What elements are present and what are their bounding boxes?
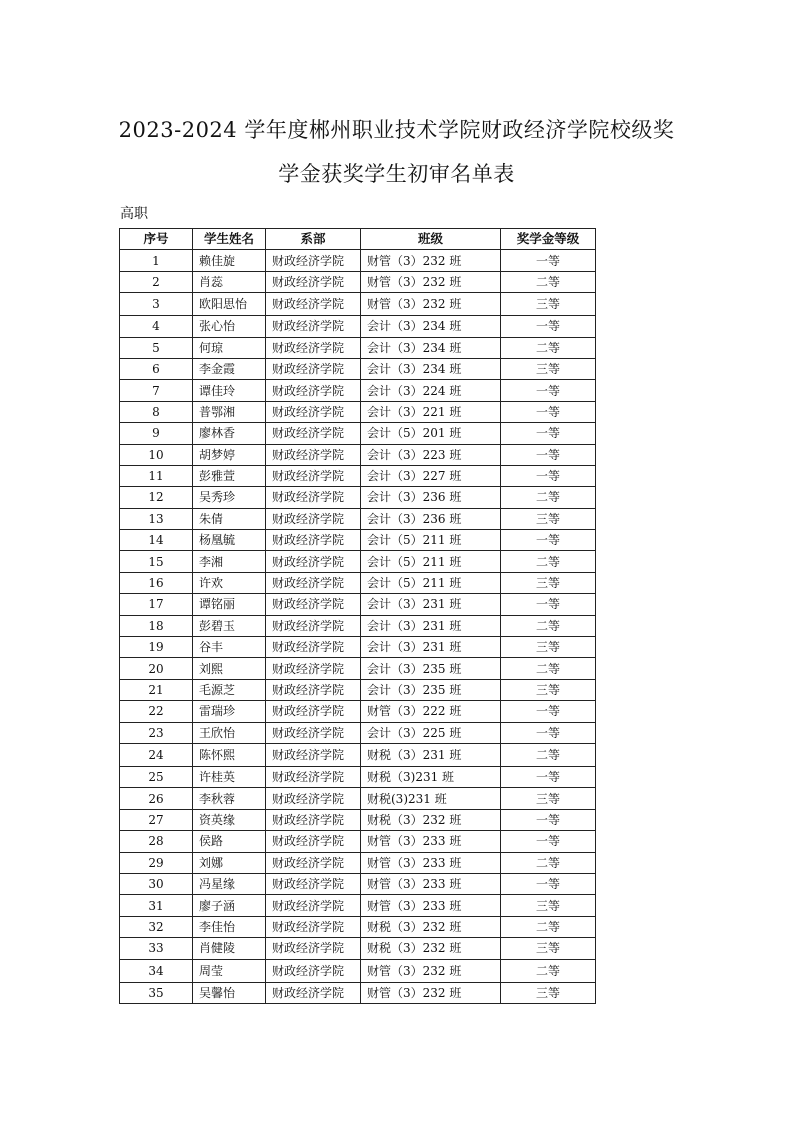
cell-department: 财政经济学院 <box>266 465 361 486</box>
cell-student-name: 资英缘 <box>193 809 266 830</box>
cell-department: 财政经济学院 <box>266 572 361 593</box>
cell-student-name: 廖子涵 <box>193 895 266 916</box>
cell-student-name: 朱倩 <box>193 508 266 529</box>
cell-serial: 6 <box>120 358 193 379</box>
cell-department: 财政经济学院 <box>266 637 361 658</box>
table-row <box>120 959 596 982</box>
cell-scholarship-level: 二等 <box>501 487 596 508</box>
cell-scholarship-level: 三等 <box>501 508 596 529</box>
cell-class: 财管（3）232 班 <box>361 250 501 271</box>
cell-scholarship-level: 二等 <box>501 743 596 766</box>
cell-class: 会计（3）235 班 <box>361 679 501 700</box>
cell-class: 会计（5）201 班 <box>361 423 501 444</box>
cell-scholarship-level: 一等 <box>501 316 596 337</box>
cell-student-name: 廖林香 <box>193 423 266 444</box>
cell-department: 财政经济学院 <box>266 982 361 1003</box>
cell-student-name: 肖健陵 <box>193 938 266 959</box>
cell-department: 财政经济学院 <box>266 508 361 529</box>
cell-student-name: 彭碧玉 <box>193 615 266 636</box>
table-row <box>120 465 596 486</box>
cell-department: 财政经济学院 <box>266 809 361 830</box>
cell-department: 财政经济学院 <box>266 594 361 615</box>
cell-scholarship-level: 二等 <box>501 337 596 358</box>
cell-student-name: 许桂英 <box>193 766 266 787</box>
table-row <box>120 444 596 465</box>
cell-serial: 27 <box>120 809 193 830</box>
cell-department: 财政经济学院 <box>266 873 361 894</box>
cell-serial: 32 <box>120 916 193 937</box>
cell-student-name: 赖佳旋 <box>193 250 266 271</box>
table-row <box>120 316 596 337</box>
cell-serial: 28 <box>120 831 193 852</box>
cell-student-name: 周莹 <box>193 959 266 982</box>
category-label: 高职 <box>120 206 148 222</box>
cell-serial: 17 <box>120 594 193 615</box>
table-row <box>120 508 596 529</box>
cell-department: 财政经济学院 <box>266 679 361 700</box>
table-row <box>120 722 596 743</box>
cell-serial: 35 <box>120 982 193 1003</box>
cell-department: 财政经济学院 <box>266 337 361 358</box>
table-row <box>120 293 596 316</box>
cell-class: 财税（3）232 班 <box>361 916 501 937</box>
cell-department: 财政经济学院 <box>266 293 361 316</box>
table-row <box>120 487 596 508</box>
cell-department: 财政经济学院 <box>266 444 361 465</box>
cell-class: 会计（3）235 班 <box>361 658 501 679</box>
cell-student-name: 刘熙 <box>193 658 266 679</box>
cell-student-name: 杨凰毓 <box>193 530 266 551</box>
cell-serial: 21 <box>120 679 193 700</box>
cell-class: 会计（3）234 班 <box>361 316 501 337</box>
cell-serial: 1 <box>120 250 193 271</box>
cell-class: 会计（3）231 班 <box>361 594 501 615</box>
cell-class: 会计（3）234 班 <box>361 337 501 358</box>
table-row <box>120 766 596 787</box>
cell-student-name: 胡梦婷 <box>193 444 266 465</box>
cell-student-name: 王欣怡 <box>193 722 266 743</box>
cell-student-name: 李湘 <box>193 551 266 572</box>
header-student-name: 学生姓名 <box>193 229 266 250</box>
cell-scholarship-level: 三等 <box>501 572 596 593</box>
header-class: 班级 <box>361 229 501 250</box>
cell-student-name: 吴馨怡 <box>193 982 266 1003</box>
cell-student-name: 肖蕊 <box>193 271 266 292</box>
cell-serial: 23 <box>120 722 193 743</box>
cell-scholarship-level: 二等 <box>501 658 596 679</box>
cell-department: 财政经济学院 <box>266 743 361 766</box>
cell-serial: 15 <box>120 551 193 572</box>
cell-student-name: 雷瑞珍 <box>193 701 266 722</box>
table-row <box>120 679 596 700</box>
cell-serial: 11 <box>120 465 193 486</box>
table-row <box>120 982 596 1003</box>
cell-class: 会计（5）211 班 <box>361 572 501 593</box>
table-row <box>120 401 596 422</box>
cell-department: 财政经济学院 <box>266 701 361 722</box>
cell-student-name: 谭佳玲 <box>193 380 266 401</box>
cell-scholarship-level: 三等 <box>501 982 596 1003</box>
table-row <box>120 250 596 271</box>
cell-scholarship-level: 一等 <box>501 444 596 465</box>
cell-student-name: 毛源芝 <box>193 679 266 700</box>
cell-class: 财管（3）232 班 <box>361 982 501 1003</box>
header-serial: 序号 <box>120 229 193 250</box>
cell-class: 财管（3）233 班 <box>361 873 501 894</box>
cell-serial: 8 <box>120 401 193 422</box>
cell-class: 财税（3）232 班 <box>361 938 501 959</box>
cell-student-name: 冯星缘 <box>193 873 266 894</box>
cell-scholarship-level: 一等 <box>501 722 596 743</box>
cell-class: 会计（3）236 班 <box>361 487 501 508</box>
cell-scholarship-level: 一等 <box>501 809 596 830</box>
cell-class: 财税（3）231 班 <box>361 743 501 766</box>
cell-student-name: 陈怀熙 <box>193 743 266 766</box>
cell-student-name: 李佳怡 <box>193 916 266 937</box>
cell-student-name: 何琼 <box>193 337 266 358</box>
cell-scholarship-level: 一等 <box>501 380 596 401</box>
table-row <box>120 916 596 937</box>
cell-serial: 25 <box>120 766 193 787</box>
table-row <box>120 551 596 572</box>
cell-serial: 30 <box>120 873 193 894</box>
cell-scholarship-level: 二等 <box>501 916 596 937</box>
table-row <box>120 594 596 615</box>
table-body <box>120 250 596 1004</box>
cell-scholarship-level: 一等 <box>501 250 596 271</box>
cell-serial: 5 <box>120 337 193 358</box>
cell-serial: 29 <box>120 852 193 873</box>
cell-class: 财管（3）233 班 <box>361 831 501 852</box>
cell-student-name: 普鄂湘 <box>193 401 266 422</box>
cell-serial: 12 <box>120 487 193 508</box>
cell-student-name: 谭铭丽 <box>193 594 266 615</box>
cell-class: 会计（3）224 班 <box>361 380 501 401</box>
cell-class: 会计（3）234 班 <box>361 358 501 379</box>
cell-department: 财政经济学院 <box>266 401 361 422</box>
cell-serial: 31 <box>120 895 193 916</box>
cell-student-name: 吴秀珍 <box>193 487 266 508</box>
table-row <box>120 530 596 551</box>
cell-serial: 26 <box>120 788 193 809</box>
cell-department: 财政经济学院 <box>266 852 361 873</box>
cell-class: 财税（3)231 班 <box>361 766 501 787</box>
cell-scholarship-level: 一等 <box>501 831 596 852</box>
cell-serial: 7 <box>120 380 193 401</box>
cell-student-name: 刘娜 <box>193 852 266 873</box>
cell-scholarship-level: 二等 <box>501 551 596 572</box>
table-row <box>120 831 596 852</box>
cell-serial: 19 <box>120 637 193 658</box>
cell-student-name: 李秋蓉 <box>193 788 266 809</box>
table-row <box>120 701 596 722</box>
cell-scholarship-level: 二等 <box>501 852 596 873</box>
table-row <box>120 788 596 809</box>
cell-serial: 13 <box>120 508 193 529</box>
cell-student-name: 张心怡 <box>193 316 266 337</box>
cell-class: 会计（5）211 班 <box>361 551 501 572</box>
cell-serial: 10 <box>120 444 193 465</box>
cell-scholarship-level: 三等 <box>501 679 596 700</box>
cell-department: 财政经济学院 <box>266 615 361 636</box>
cell-scholarship-level: 三等 <box>501 895 596 916</box>
cell-serial: 20 <box>120 658 193 679</box>
cell-scholarship-level: 三等 <box>501 938 596 959</box>
cell-scholarship-level: 一等 <box>501 465 596 486</box>
cell-class: 财管（3）232 班 <box>361 293 501 316</box>
cell-scholarship-level: 一等 <box>501 423 596 444</box>
cell-serial: 16 <box>120 572 193 593</box>
cell-department: 财政经济学院 <box>266 766 361 787</box>
cell-department: 财政经济学院 <box>266 423 361 444</box>
cell-student-name: 李金霞 <box>193 358 266 379</box>
cell-student-name: 谷丰 <box>193 637 266 658</box>
cell-student-name: 侯路 <box>193 831 266 852</box>
scholarship-table <box>119 228 596 1004</box>
cell-class: 会计（3）236 班 <box>361 508 501 529</box>
cell-class: 财税(3)231 班 <box>361 788 501 809</box>
cell-serial: 22 <box>120 701 193 722</box>
cell-department: 财政经济学院 <box>266 380 361 401</box>
cell-student-name: 彭雅萱 <box>193 465 266 486</box>
cell-class: 财管（3）232 班 <box>361 959 501 982</box>
cell-serial: 9 <box>120 423 193 444</box>
cell-department: 财政经济学院 <box>266 938 361 959</box>
cell-serial: 3 <box>120 293 193 316</box>
cell-class: 财管（3）222 班 <box>361 701 501 722</box>
header-department: 系部 <box>266 229 361 250</box>
cell-class: 财管（3）233 班 <box>361 852 501 873</box>
cell-class: 财税（3）232 班 <box>361 809 501 830</box>
cell-department: 财政经济学院 <box>266 487 361 508</box>
table-row <box>120 423 596 444</box>
cell-class: 会计（3）227 班 <box>361 465 501 486</box>
cell-class: 会计（3）221 班 <box>361 401 501 422</box>
cell-department: 财政经济学院 <box>266 271 361 292</box>
cell-scholarship-level: 一等 <box>501 766 596 787</box>
table-row <box>120 895 596 916</box>
cell-class: 会计（3）231 班 <box>361 637 501 658</box>
table-row <box>120 358 596 379</box>
cell-scholarship-level: 三等 <box>501 358 596 379</box>
header-scholarship-level: 奖学金等级 <box>501 229 596 250</box>
cell-serial: 24 <box>120 743 193 766</box>
cell-department: 财政经济学院 <box>266 722 361 743</box>
cell-scholarship-level: 二等 <box>501 271 596 292</box>
cell-serial: 33 <box>120 938 193 959</box>
table-row <box>120 809 596 830</box>
cell-scholarship-level: 一等 <box>501 401 596 422</box>
cell-department: 财政经济学院 <box>266 358 361 379</box>
cell-serial: 4 <box>120 316 193 337</box>
cell-scholarship-level: 一等 <box>501 873 596 894</box>
cell-serial: 14 <box>120 530 193 551</box>
table-row <box>120 615 596 636</box>
cell-department: 财政经济学院 <box>266 788 361 809</box>
table-row <box>120 380 596 401</box>
table-row <box>120 271 596 292</box>
cell-scholarship-level: 二等 <box>501 959 596 982</box>
cell-serial: 2 <box>120 271 193 292</box>
cell-student-name: 欧阳思怡 <box>193 293 266 316</box>
cell-department: 财政经济学院 <box>266 551 361 572</box>
cell-serial: 18 <box>120 615 193 636</box>
table-row <box>120 637 596 658</box>
cell-department: 财政经济学院 <box>266 316 361 337</box>
cell-class: 财管（3）233 班 <box>361 895 501 916</box>
cell-scholarship-level: 三等 <box>501 293 596 316</box>
table-row <box>120 852 596 873</box>
cell-scholarship-level: 三等 <box>501 637 596 658</box>
cell-department: 财政经济学院 <box>266 895 361 916</box>
cell-class: 财管（3）232 班 <box>361 271 501 292</box>
cell-class: 会计（3）225 班 <box>361 722 501 743</box>
cell-department: 财政经济学院 <box>266 530 361 551</box>
cell-scholarship-level: 三等 <box>501 788 596 809</box>
table-row <box>120 572 596 593</box>
cell-department: 财政经济学院 <box>266 658 361 679</box>
table-row <box>120 938 596 959</box>
cell-scholarship-level: 一等 <box>501 530 596 551</box>
table-header-row <box>120 229 596 250</box>
cell-department: 财政经济学院 <box>266 959 361 982</box>
cell-scholarship-level: 一等 <box>501 594 596 615</box>
table-row <box>120 743 596 766</box>
table-row <box>120 658 596 679</box>
cell-scholarship-level: 二等 <box>501 615 596 636</box>
document-title-line2: 学金获奖学生初审名单表 <box>278 162 515 186</box>
document-title-line1: 2023-2024 学年度郴州职业技术学院财政经济学院校级奖 <box>118 118 675 142</box>
table-row <box>120 337 596 358</box>
cell-scholarship-level: 一等 <box>501 701 596 722</box>
cell-class: 会计（3）223 班 <box>361 444 501 465</box>
table-row <box>120 873 596 894</box>
cell-department: 财政经济学院 <box>266 831 361 852</box>
cell-class: 会计（3）231 班 <box>361 615 501 636</box>
cell-department: 财政经济学院 <box>266 916 361 937</box>
cell-department: 财政经济学院 <box>266 250 361 271</box>
cell-class: 会计（5）211 班 <box>361 530 501 551</box>
cell-serial: 34 <box>120 959 193 982</box>
cell-student-name: 许欢 <box>193 572 266 593</box>
